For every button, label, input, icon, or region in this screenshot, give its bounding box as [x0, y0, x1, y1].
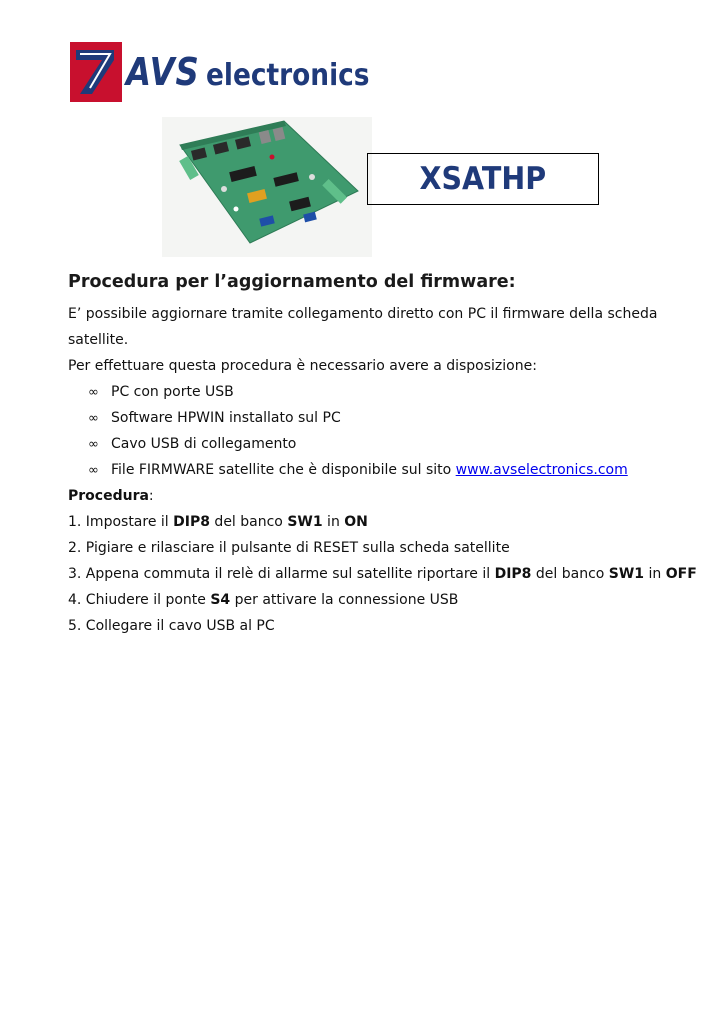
infinity-bullet-icon: ∞ — [88, 463, 99, 478]
step-text: in — [322, 514, 345, 530]
intro-line-1: E’ possibile aggiornare tramite collegamento diretto con PC il firmware della scheda — [68, 306, 658, 322]
infinity-bullet-icon: ∞ — [88, 437, 99, 452]
bullet-item — [68, 405, 668, 431]
bullet-item — [68, 379, 668, 405]
website-link[interactable]: www.avselectronics.com — [455, 462, 628, 478]
avs-logo-mark-icon — [70, 42, 122, 102]
bullet-text: PC con porte USB — [111, 384, 234, 400]
intro-line-2: satellite. — [68, 332, 129, 348]
step-bold: OFF — [665, 566, 697, 582]
bullet-item — [68, 457, 668, 483]
step-text: del banco — [209, 514, 288, 530]
step-text: 1. Impostare il — [68, 514, 174, 530]
step-3 — [68, 561, 697, 587]
product-model: XSATHP — [419, 161, 547, 197]
logo-brand-text: AVS — [126, 50, 200, 94]
step-text: 3. Appena commuta il relè di allarme sul satellite riportare il — [68, 566, 495, 582]
avs-logo — [70, 40, 370, 104]
document-body — [68, 272, 697, 639]
product-model-box — [367, 153, 599, 205]
procedure-colon: : — [148, 488, 154, 504]
step-bold: S4 — [210, 592, 231, 608]
bullet-text: File FIRMWARE satellite che è disponibile sul sito — [111, 462, 456, 478]
procedure-label: Procedura — [68, 488, 149, 504]
bullet-text: Cavo USB di collegamento — [111, 436, 297, 452]
step-4 — [68, 587, 668, 613]
infinity-bullet-icon: ∞ — [88, 385, 99, 400]
infinity-bullet-icon: ∞ — [88, 411, 99, 426]
step-bold: SW1 — [287, 514, 323, 530]
step-bold: DIP8 — [494, 566, 532, 582]
step-text: 2. Pigiare e rilasciare il pulsante di RESET sulla scheda satellite — [68, 540, 510, 556]
step-1 — [68, 509, 668, 535]
procedure-label-line — [68, 483, 668, 509]
intro-line-3: Per effettuare questa procedura è necessario avere a disposizione: — [68, 358, 537, 374]
step-text: 4. Chiudere il ponte — [68, 592, 211, 608]
step-bold: ON — [344, 514, 368, 530]
step-text: del banco — [531, 566, 609, 582]
section-heading: Procedura per l’aggiornamento del firmware: — [68, 272, 516, 292]
logo-suffix-text: electronics — [206, 58, 370, 93]
xsathp-board-image — [162, 117, 372, 257]
step-5 — [68, 613, 668, 639]
step-text: 5. Collegare il cavo USB al PC — [68, 618, 275, 634]
step-text: in — [644, 566, 666, 582]
step-text: per attivare la connessione USB — [230, 592, 459, 608]
step-bold: DIP8 — [173, 514, 210, 530]
bullet-item — [68, 431, 668, 457]
step-bold: SW1 — [608, 566, 645, 582]
step-2 — [68, 535, 668, 561]
bullet-text: Software HPWIN installato sul PC — [111, 410, 341, 426]
